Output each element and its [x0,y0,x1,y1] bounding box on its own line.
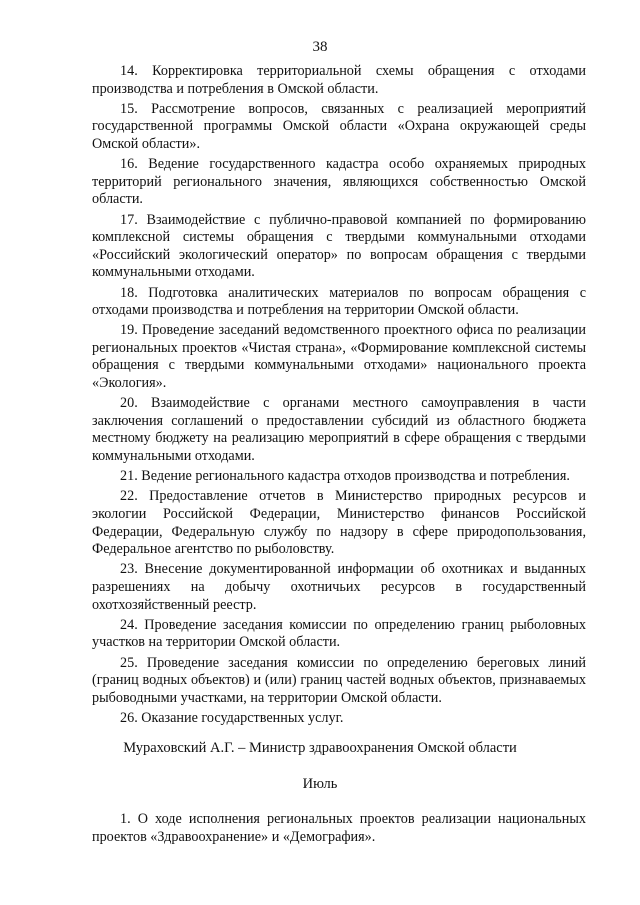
list-item: 18. Подготовка аналитических материалов по вопросам обращения с отходами производства и потребления на территории Омской области. [92,284,586,319]
list-item: 25. Проведение заседания комиссии по определению береговых линий (границ водных объектов) и (или) границ частей водных объектов, признаваемых рыбоводными участками, на территории Омской области. [92,654,586,706]
list-item: 19. Проведение заседаний ведомственного проектного офиса по реализации региональных проектов «Чистая страна», «Формирование комплексной системы обращения с твердыми коммунальными отходами» национального проекта «Экология». [92,322,586,392]
list-item: 17. Взаимодействие с публично-правовой компанией по формированию комплексной системы обращения с твердыми коммунальными отходами «Российский экологический оператор» по вопросам обращения с твердыми коммунальными отходами. [92,211,586,281]
list-item: 21. Ведение регионального кадастра отходов производства и потребления. [120,468,570,485]
section-author-heading: Мураховский А.Г. – Министр здравоохранения Омской области [123,740,517,756]
list-item: 20. Взаимодействие с органами местного самоуправления в части заключения соглашений о предоставлении субсидий из областного бюджета местному бюджету на реализацию мероприятий в сфере обращения с твердыми коммунальными отходами. [92,395,586,465]
list-item: 26. Оказание государственных услуг. [120,709,344,726]
item-list [92,63,586,728]
list-item: 16. Ведение государственного кадастра особо охраняемых природных территорий регионального значения, являющихся собственностью Омской области. [92,156,586,208]
page-number: 38 [312,39,328,55]
item-list-2 [92,811,586,846]
list-item: 23. Внесение документированной информации об охотниках и выданных разрешениях на добычу охотничьих ресурсов в государственный охотхозяйственный реестр. [92,561,586,613]
list-item: 22. Предоставление отчетов в Министерство природных ресурсов и экологии Российской Федерации, Министерство финансов Российской Федерации, Федеральную службу по надзору в сфере природопользования, Федеральное агентство по рыболовству. [92,488,586,558]
list-item: 15. Рассмотрение вопросов, связанных с реализацией мероприятий государственной программы Омской области «Охрана окружающей среды Омской области». [92,100,586,152]
section-month-heading: Июль [302,776,338,792]
list-item: 24. Проведение заседания комиссии по определению границ рыболовных участков на территории Омской области. [92,616,586,651]
list-item: 14. Корректировка территориальной схемы обращения с отходами производства и потребления в Омской области. [92,63,586,97]
list-item: 1. О ходе исполнения региональных проектов реализации национальных проектов «Здравоохранение» и «Демография». [92,811,586,845]
